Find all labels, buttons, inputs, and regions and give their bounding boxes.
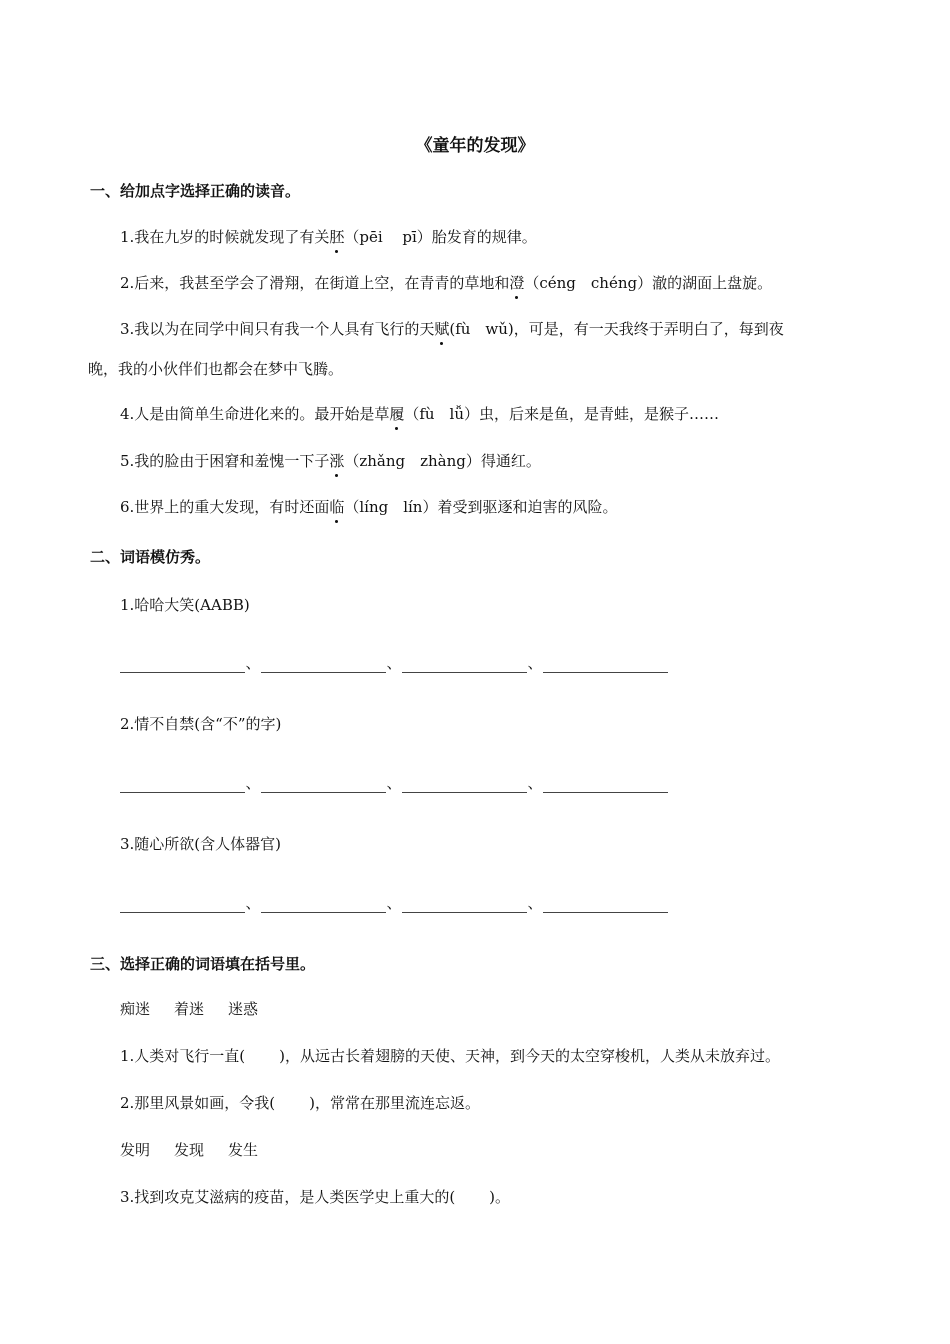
s1-q2-options: （céng chéng）澈的湖面上盘旋。 (524, 274, 773, 292)
s1-q3-options: (fù wǔ)，可是，有一天我终于弄明白了，每到夜 (449, 320, 784, 338)
s1-q4-options: （fù lǚ）虫，后来是鱼，是青蛙，是猴子…… (404, 405, 720, 423)
s3-q3-text-after: )。 (489, 1188, 511, 1206)
s1-q1-dotted-char: 胚 (329, 228, 345, 246)
answer-blank[interactable] (120, 778, 245, 793)
s2-item-2-blanks: 、 、 、 (120, 772, 668, 793)
s2-item-2-label: 2.情不自禁(含“不”的字) (120, 715, 282, 733)
s3-question-1 (120, 1045, 780, 1066)
s1-q4-text: 4.人是由简单生命进化来的。最开始是草 (120, 405, 390, 423)
s3-options-group-2 (120, 1139, 282, 1160)
word-option: 发明 (120, 1141, 151, 1159)
answer-blank[interactable] (261, 898, 386, 913)
s3-question-2 (120, 1092, 480, 1113)
word-option: 迷惑 (228, 1000, 259, 1018)
answer-blank[interactable] (261, 778, 386, 793)
answer-blank[interactable] (402, 658, 527, 673)
page-title: 《童年的发现》 (415, 136, 535, 156)
s3-q1-text: 1.人类对飞行一直( (120, 1047, 246, 1065)
s3-question-3 (120, 1186, 510, 1207)
s1-q3-dotted-char: 赋 (434, 320, 450, 338)
answer-blank[interactable] (543, 898, 668, 913)
s3-options-group-1 (120, 998, 282, 1019)
answer-blank[interactable] (543, 778, 668, 793)
word-option: 发生 (228, 1141, 259, 1159)
s1-q5-text: 5.我的脸由于困窘和羞愧一下子 (120, 452, 330, 470)
s1-q1-options: （pēi pī）胎发育的规律。 (344, 228, 537, 246)
answer-blank[interactable] (120, 658, 245, 673)
word-option: 痴迷 (120, 1000, 151, 1018)
s3-q3-text: 3.找到攻克艾滋病的疫苗，是人类医学史上重大的( (120, 1188, 456, 1206)
word-option: 发现 (174, 1141, 205, 1159)
s3-q2-text-after: )，常常在那里流连忘返。 (309, 1094, 481, 1112)
s1-q3-text: 3.我以为在同学中间只有我一个人具有飞行的天 (120, 320, 435, 338)
s1-q2-dotted-char: 澄 (509, 274, 525, 292)
s1-q5-options: （zhǎng zhàng）得通红。 (344, 452, 541, 470)
s1-question-1 (120, 226, 537, 247)
s1-question-5 (120, 450, 541, 471)
answer-blank[interactable] (402, 898, 527, 913)
answer-blank[interactable] (543, 658, 668, 673)
s2-item-3-label: 3.随心所欲(含人体器官) (120, 835, 282, 853)
answer-blank[interactable] (402, 778, 527, 793)
s1-q6-dotted-char: 临 (329, 498, 345, 516)
s1-question-3 (120, 318, 784, 339)
s1-question-2 (120, 272, 772, 293)
s1-q1-text: 1.我在九岁的时候就发现了有关 (120, 228, 330, 246)
s2-item-3-blanks: 、 、 、 (120, 892, 668, 913)
word-option: 着迷 (174, 1000, 205, 1018)
s2-item-1-blanks: 、 、 、 (120, 652, 668, 673)
s3-q1-text-after: )，从远古长着翅膀的天使、天神，到今天的太空穿梭机，人类从未放弃过。 (279, 1047, 781, 1065)
section-2-heading: 二、词语模仿秀。 (90, 548, 211, 566)
answer-blank[interactable] (261, 658, 386, 673)
s1-q4-dotted-char: 履 (389, 405, 405, 423)
section-3-heading: 三、选择正确的词语填在括号里。 (90, 955, 316, 973)
s1-question-4 (120, 403, 719, 424)
s2-item-1-label: 1.哈哈大笑(AABB) (120, 596, 250, 614)
s3-q2-text: 2.那里风景如画，令我( (120, 1094, 276, 1112)
s1-q5-dotted-char: 涨 (329, 452, 345, 470)
s1-q6-options: （líng lín）着受到驱逐和迫害的风险。 (344, 498, 618, 516)
answer-blank[interactable] (120, 898, 245, 913)
s1-q2-text: 2.后来，我甚至学会了滑翔，在街道上空，在青青的草地和 (120, 274, 510, 292)
s1-question-6 (120, 496, 617, 517)
s1-q6-text: 6.世界上的重大发现，有时还面 (120, 498, 330, 516)
section-1-heading: 一、给加点字选择正确的读音。 (90, 182, 301, 200)
s1-q3-continuation: 晚，我的小伙伴们也都会在梦中飞腾。 (88, 360, 344, 378)
